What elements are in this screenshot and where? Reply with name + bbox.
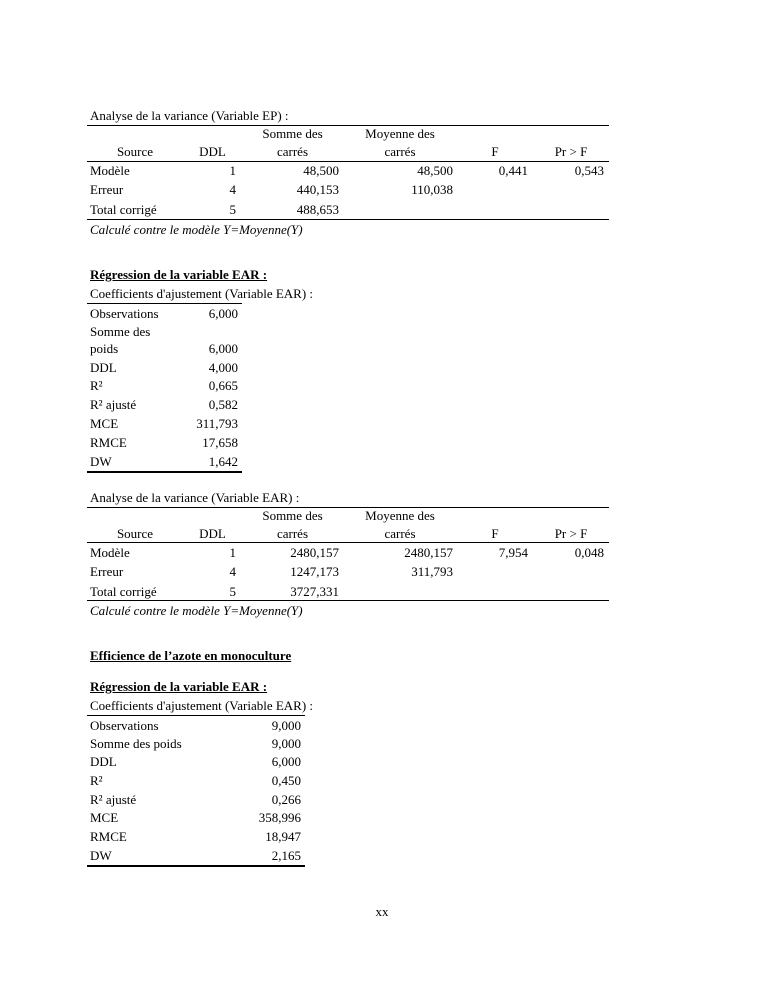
col-header-source: Source — [116, 526, 154, 541]
table-note: Calculé contre le modèle Y=Moyenne(Y) — [90, 222, 303, 237]
coefficients-title: Coefficients d'ajustement (Variable EAR) : — [90, 698, 314, 713]
table-bottom-rule — [87, 865, 305, 867]
section-heading: Régression de la variable EAR : — [90, 267, 268, 282]
table-top-rule — [87, 303, 242, 304]
col-header-f: F — [491, 526, 499, 541]
col-header-source: Source — [116, 144, 154, 159]
col-header-ss: Somme des carrés — [262, 126, 323, 159]
col-header-p: Pr > F — [554, 144, 588, 159]
section-title: Efficience de l’azote en monoculture — [90, 648, 292, 663]
table-bottom-rule — [87, 600, 609, 601]
col-header-ms: Moyenne des carrés — [365, 126, 435, 159]
col-header-ss: Somme des carrés — [262, 508, 323, 541]
table-top-rule — [87, 715, 305, 716]
table-bottom-rule — [87, 471, 242, 473]
anova-ear-title: Analyse de la variance (Variable EAR) : — [90, 490, 300, 505]
table-bottom-rule — [87, 219, 609, 220]
col-header-ddl: DDL — [199, 526, 226, 541]
anova-ep-title: Analyse de la variance (Variable EP) : — [90, 108, 289, 123]
col-header-f: F — [491, 144, 499, 159]
col-header-ddl: DDL — [199, 144, 226, 159]
table-note: Calculé contre le modèle Y=Moyenne(Y) — [90, 603, 303, 618]
col-header-p: Pr > F — [554, 526, 588, 541]
header-rule — [87, 542, 609, 543]
page-number: xx — [375, 904, 389, 919]
col-header-ms: Moyenne des carrés — [365, 508, 435, 541]
header-rule — [87, 161, 609, 162]
coefficients-title: Coefficients d'ajustement (Variable EAR) : — [90, 286, 314, 301]
section-heading: Régression de la variable EAR : — [90, 679, 268, 694]
